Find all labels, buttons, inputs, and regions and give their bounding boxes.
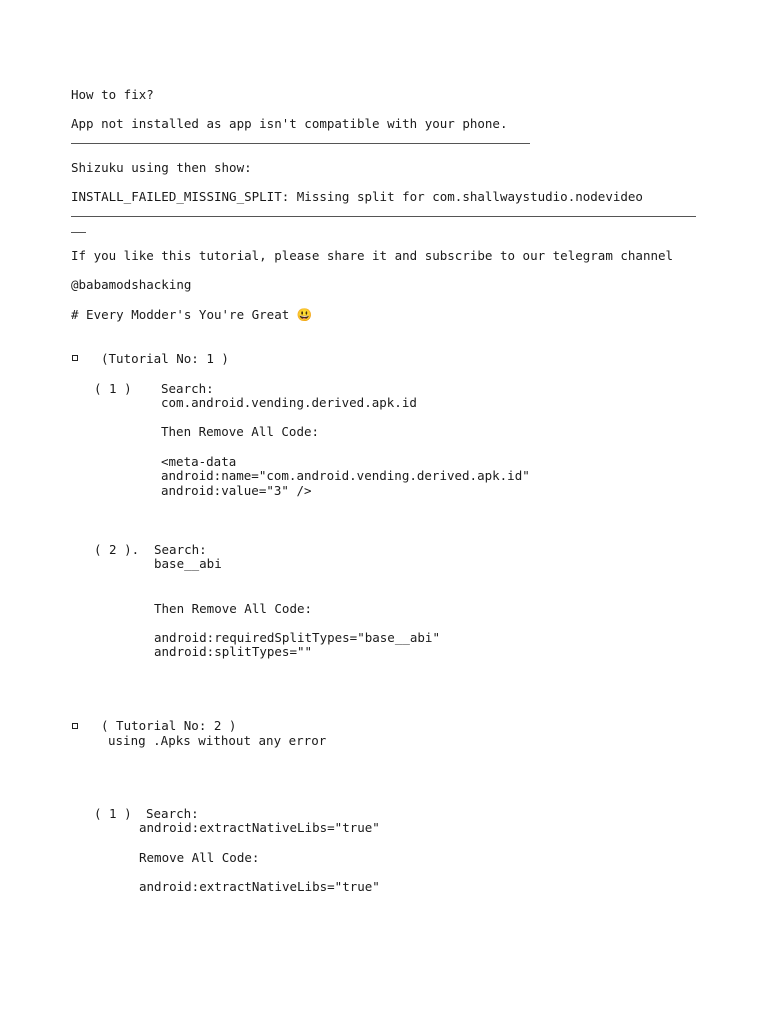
- tutorial-1-step-2-code-line: android:requiredSplitTypes="base__abi": [154, 630, 440, 645]
- tutorial-2-step-1-number: ( 1 ): [94, 806, 132, 821]
- bullet-square-icon: [72, 723, 78, 729]
- tutorial-1-step-1-code-line: <meta-data: [161, 454, 237, 469]
- install-error-message: INSTALL_FAILED_MISSING_SPLIT: Missing split for com.shallwaystudio.nodevideo: [71, 189, 643, 204]
- intro-question: How to fix?: [71, 87, 154, 102]
- tutorial-1-step-1-number: ( 1 ): [94, 381, 132, 396]
- tutorial-1-heading: (Tutorial No: 1 ): [101, 351, 229, 366]
- share-message: If you like this tutorial, please share it and subscribe to our telegram channel: [71, 248, 674, 263]
- tutorial-2-step-1-search-label: Search:: [146, 806, 199, 821]
- tutorial-2-subheading: using .Apks without any error: [108, 733, 327, 748]
- divider-line: [71, 216, 696, 217]
- divider-line-fragment: [71, 232, 86, 233]
- tutorial-2-step-1-code-line: android:extractNativeLibs="true": [139, 879, 380, 894]
- tutorial-1-step-2-search-value: base__abi: [154, 556, 222, 571]
- tutorial-1-step-1-code-line: android:name="com.android.vending.derived.apk.id": [161, 468, 530, 483]
- intro-error-message: App not installed as app isn't compatible with your phone.: [71, 116, 508, 131]
- divider-line: [71, 143, 530, 144]
- tutorial-2-step-1-action: Remove All Code:: [139, 850, 260, 865]
- shizuku-note: Shizuku using then show:: [71, 160, 252, 175]
- tutorial-1-step-1-search-label: Search:: [161, 381, 214, 396]
- tutorial-1-step-1-code-line: android:value="3" />: [161, 483, 312, 498]
- tutorial-1-step-2-action: Then Remove All Code:: [154, 601, 313, 616]
- telegram-channel: @babamodshacking: [71, 277, 192, 292]
- bullet-square-icon: [72, 355, 78, 361]
- closing-note: # Every Modder's You're Great 😃: [71, 307, 313, 322]
- tutorial-1-step-2-code-line: android:splitTypes="": [154, 644, 313, 659]
- tutorial-1-step-1-search-value: com.android.vending.derived.apk.id: [161, 395, 417, 410]
- tutorial-1-step-1-action: Then Remove All Code:: [161, 424, 320, 439]
- tutorial-2-heading: ( Tutorial No: 2 ): [101, 718, 237, 733]
- tutorial-1-step-2-search-label: Search:: [154, 542, 207, 557]
- tutorial-1-step-2-number: ( 2 ).: [94, 542, 140, 557]
- tutorial-2-step-1-search-value: android:extractNativeLibs="true": [139, 820, 380, 835]
